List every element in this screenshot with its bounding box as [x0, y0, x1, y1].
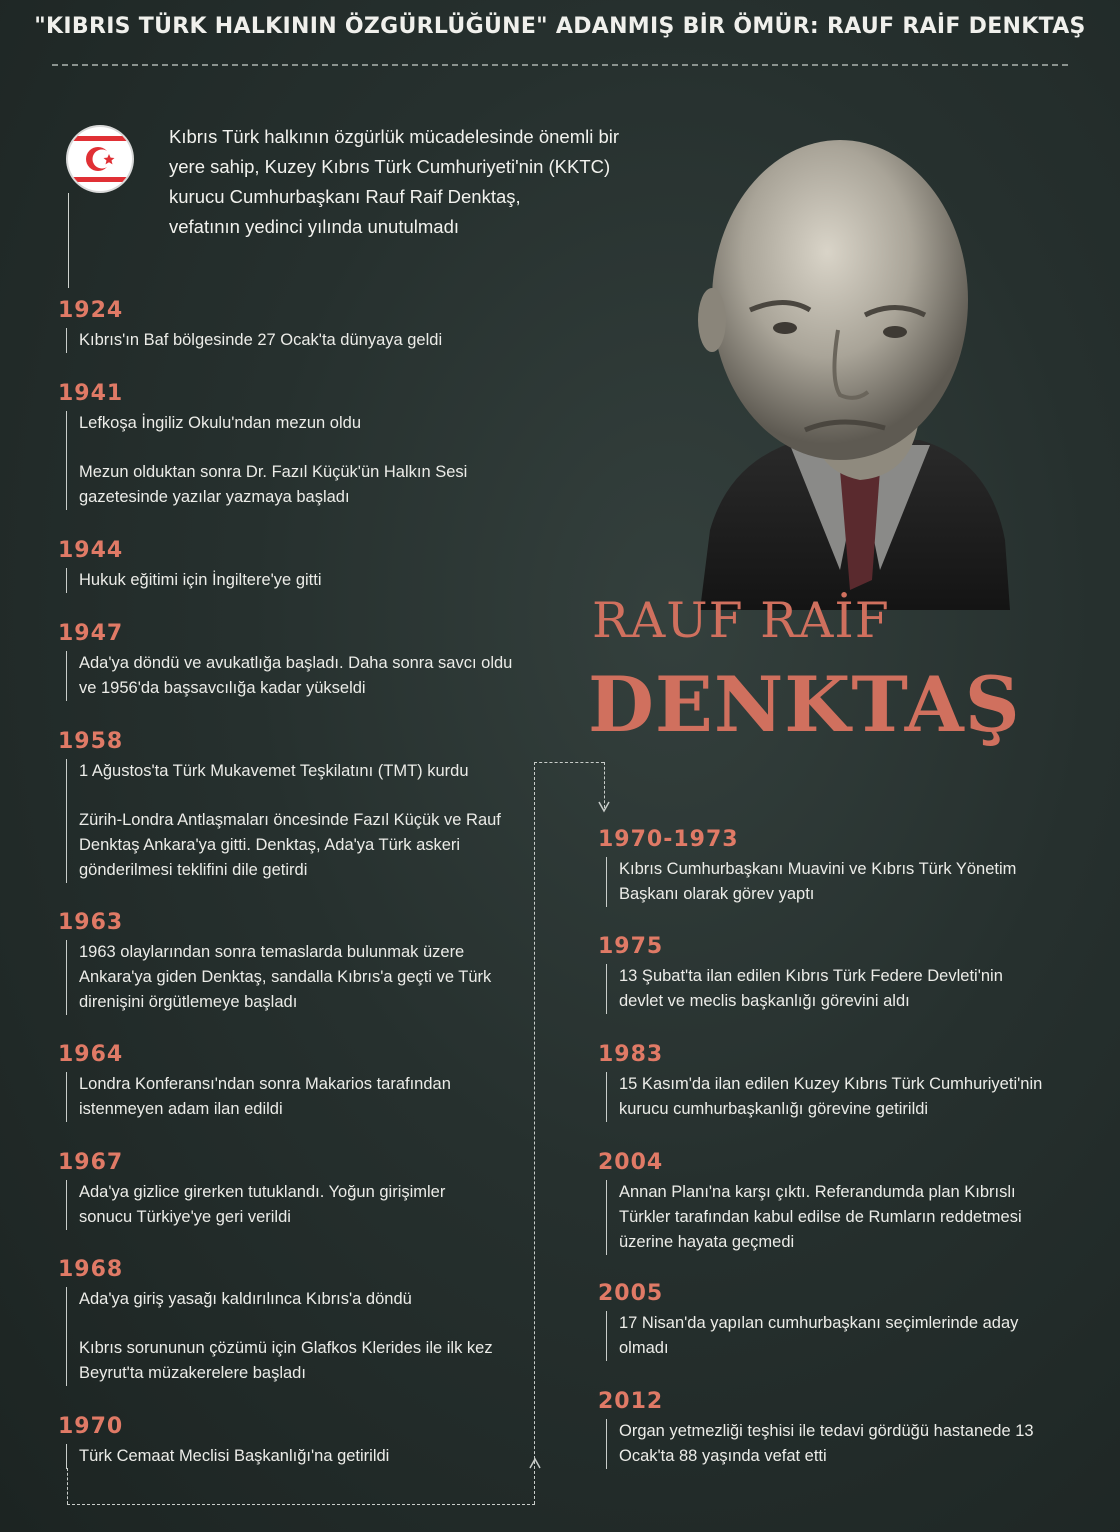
event-text: Zürih-Londra Antlaşmaları öncesinde Fazıl Küçük ve Rauf — [79, 811, 501, 829]
event-text: Denktaş Ankara'ya gitti. Denktaş, Ada'ya Türk askeri — [79, 836, 461, 854]
event-year: 1941 — [58, 381, 124, 406]
event-text: 1963 olaylarından sonra temaslarda bulunmak üzere — [79, 943, 465, 961]
event-body — [66, 411, 467, 510]
event-text: Annan Planı'na karşı çıktı. Referandumda plan Kıbrıslı — [619, 1183, 1016, 1201]
arrow-up-icon — [528, 1456, 542, 1470]
page-title: "KIBRIS TÜRK HALKININ ÖZGÜRLÜĞÜNE" ADANMIŞ BİR ÖMÜR: RAUF RAİF DENKTAŞ — [34, 14, 1086, 39]
event-year: 1970 — [58, 1414, 124, 1439]
timeline-event — [598, 827, 1016, 907]
event-text: Beyrut'ta müzakerelere başladı — [79, 1364, 306, 1382]
event-body — [66, 940, 491, 1015]
event-year: 1944 — [58, 538, 124, 563]
event-text: Kıbrıs Cumhurbaşkanı Muavini ve Kıbrıs Türk Yönetim — [619, 860, 1017, 878]
event-text: olmadı — [619, 1339, 669, 1357]
event-text: Hukuk eğitimi için İngiltere'ye gitti — [79, 571, 322, 589]
event-year: 1970-1973 — [598, 827, 739, 852]
timeline-event — [598, 1150, 1022, 1255]
timeline-event — [598, 934, 1003, 1014]
timeline-event — [598, 1042, 1042, 1122]
event-text: gazetesinde yazılar yazmaya başladı — [79, 488, 350, 506]
event-text: Kıbrıs'ın Baf bölgesinde 27 Ocak'ta dünyaya geldi — [79, 331, 443, 349]
event-text: Mezun olduktan sonra Dr. Fazıl Küçük'ün Halkın Sesi — [79, 463, 468, 481]
event-text: Türkler tarafından kabul edilse de Rumların reddetmesi — [619, 1208, 1022, 1226]
timeline-event — [58, 621, 512, 701]
event-text: direnişini örgütlemeye başladı — [79, 993, 298, 1011]
event-body — [66, 1180, 445, 1230]
event-body — [66, 1072, 451, 1122]
intro-line: vefatının yedinci yılında unutulmadı — [169, 216, 460, 237]
timeline-event — [58, 729, 501, 883]
event-text: Başkanı olarak görev yaptı — [619, 885, 815, 903]
intro-line: yere sahip, Kuzey Kıbrıs Türk Cumhuriyeti'nin (KKTC) — [169, 156, 611, 177]
event-body — [66, 1444, 389, 1469]
name-line-1: RAUF RAİF — [592, 592, 890, 649]
connector-dashed-line — [534, 762, 535, 1504]
event-year: 2012 — [598, 1389, 664, 1414]
event-text: Ankara'ya giden Denktaş, sandalla Kıbrıs'a geçti ve Türk — [79, 968, 492, 986]
event-body — [66, 759, 501, 883]
intro-line: kurucu Cumhurbaşkanı Rauf Raif Denktaş, — [169, 186, 521, 207]
event-text: ve 1956'da başsavcılığa kadar yükseldi — [79, 679, 366, 697]
event-year: 1947 — [58, 621, 124, 646]
event-text: üzerine hayata geçmedi — [619, 1233, 795, 1251]
name-line-2: DENKTAŞ — [588, 660, 1021, 749]
connector-dashed-line — [67, 1468, 68, 1504]
portrait-photo — [690, 110, 1010, 610]
timeline-event — [58, 1150, 445, 1230]
event-text: Organ yetmezliği teşhisi ile tedavi gördüğü hastanede 13 — [619, 1422, 1034, 1440]
title-divider — [52, 64, 1068, 66]
event-year: 1924 — [58, 298, 124, 323]
event-year: 1983 — [598, 1042, 664, 1067]
event-body — [66, 651, 512, 701]
event-body — [66, 1287, 493, 1386]
event-body — [606, 1072, 1042, 1122]
event-year: 1975 — [598, 934, 664, 959]
event-text: Ada'ya gizlice girerken tutuklandı. Yoğun girişimler — [79, 1183, 446, 1201]
event-body — [66, 328, 442, 353]
event-body — [606, 1180, 1022, 1255]
timeline-event — [58, 381, 467, 510]
intro-line: Kıbrıs Türk halkının özgürlük mücadelesinde önemli bir — [169, 126, 620, 147]
event-year: 1964 — [58, 1042, 124, 1067]
intro-connector-line — [68, 193, 69, 288]
event-text: istenmeyen adam ilan edildi — [79, 1100, 283, 1118]
event-body — [606, 857, 1016, 907]
event-text: Lefkoşa İngiliz Okulu'ndan mezun oldu — [79, 414, 361, 432]
event-text: 15 Kasım'da ilan edilen Kuzey Kıbrıs Türk Cumhuriyeti'nin — [619, 1075, 1043, 1093]
event-text: sonucu Türkiye'ye geri verildi — [79, 1208, 291, 1226]
timeline-event — [58, 538, 322, 593]
event-text: Türk Cemaat Meclisi Başkanlığı'na getirildi — [79, 1447, 390, 1465]
intro-text — [169, 122, 669, 242]
event-body — [66, 568, 322, 593]
event-body — [606, 964, 1003, 1014]
event-text: Kıbrıs sorununun çözümü için Glafkos Klerides ile ilk kez — [79, 1339, 493, 1357]
event-text: gönderilmesi teklifini dile getirdi — [79, 861, 308, 879]
event-text: 17 Nisan'da yapılan cumhurbaşkanı seçimlerinde aday — [619, 1314, 1019, 1332]
event-year: 1958 — [58, 729, 124, 754]
event-text: Ada'ya giriş yasağı kaldırılınca Kıbrıs'a döndü — [79, 1290, 412, 1308]
trnc-flag-icon — [68, 127, 132, 191]
timeline-event — [58, 1414, 389, 1469]
event-text: 1 Ağustos'ta Türk Mukavemet Teşkilatını (TMT) kurdu — [79, 762, 469, 780]
connector-dashed-line — [534, 762, 604, 763]
timeline-event — [598, 1281, 1018, 1361]
event-year: 1968 — [58, 1257, 124, 1282]
event-year: 2005 — [598, 1281, 664, 1306]
event-text: 13 Şubat'ta ilan edilen Kıbrıs Türk Federe Devleti'nin — [619, 967, 1003, 985]
event-text: Ocak'ta 88 yaşında vefat etti — [619, 1447, 827, 1465]
event-body — [606, 1311, 1018, 1361]
event-text: devlet ve meclis başkanlığı görevini aldı — [619, 992, 910, 1010]
event-year: 1967 — [58, 1150, 124, 1175]
event-body — [606, 1419, 1034, 1469]
connector-dashed-line — [67, 1504, 535, 1505]
event-year: 1963 — [58, 910, 124, 935]
timeline-event — [58, 298, 442, 353]
arrow-down-icon — [597, 800, 611, 814]
timeline-event — [58, 910, 491, 1015]
event-text: Ada'ya döndü ve avukatlığa başladı. Daha sonra savcı oldu — [79, 654, 513, 672]
event-year: 2004 — [598, 1150, 664, 1175]
timeline-event — [58, 1257, 493, 1386]
event-text: Londra Konferansı'ndan sonra Makarios tarafından — [79, 1075, 451, 1093]
event-text: kurucu cumhurbaşkanlığı görevine getirildi — [619, 1100, 929, 1118]
timeline-event — [598, 1389, 1034, 1469]
timeline-event — [58, 1042, 451, 1122]
